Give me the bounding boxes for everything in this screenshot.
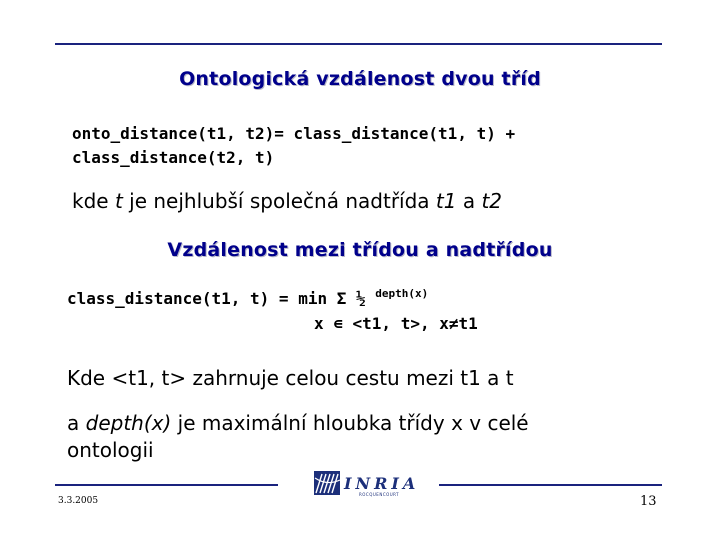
paragraph-depth	[67, 411, 529, 435]
definition-note	[72, 189, 502, 213]
logo-emblem-icon	[314, 471, 340, 495]
paragraph-depth-term: depth(x)	[85, 411, 172, 435]
top-rule	[55, 43, 662, 45]
footer-rule-left	[55, 484, 278, 486]
paragraph-depth-rest: je maximální hloubka třídy x v celé	[171, 411, 529, 435]
paragraph-depth-line2: ontologii	[67, 438, 154, 462]
slide-title: Ontologická vzdálenost dvou tříd	[179, 68, 541, 90]
logo-wordmark: INRIA	[344, 474, 420, 493]
note-var-t: t	[114, 189, 123, 213]
note-var-t1: t1	[435, 189, 457, 213]
formula-exponent: depth(x)	[375, 287, 429, 300]
footer-date: 3.3.2005	[58, 496, 99, 506]
paragraph-path: Kde <t1, t> zahrnuje celou cestu mezi t1 a t	[67, 366, 514, 390]
paragraph-depth-start: a	[67, 411, 86, 435]
formula-onto-distance-line1: onto_distance(t1, t2)= class_distance(t1, t) +	[72, 124, 516, 143]
note-text-mid: je nejhlubší společná nadtřída	[122, 189, 436, 213]
formula-class-distance-line1	[67, 289, 428, 308]
logo-subtext: ROCQUENCOURT	[359, 492, 400, 497]
formula-onto-distance-line2: class_distance(t2, t)	[72, 148, 275, 167]
note-var-t2: t2	[481, 189, 503, 213]
inria-logo	[313, 468, 423, 498]
footer-rule-right	[439, 484, 662, 486]
section-title: Vzdálenost mezi třídou a nadtřídou	[167, 239, 553, 261]
page-number: 13	[640, 494, 657, 509]
formula-class-distance-main: class_distance(t1, t) = min Σ ½	[67, 289, 376, 308]
note-text-and: a	[456, 189, 482, 213]
note-text-start: kde	[72, 189, 115, 213]
formula-class-distance-line2: x ∊ <t1, t>, x≠t1	[314, 314, 478, 333]
